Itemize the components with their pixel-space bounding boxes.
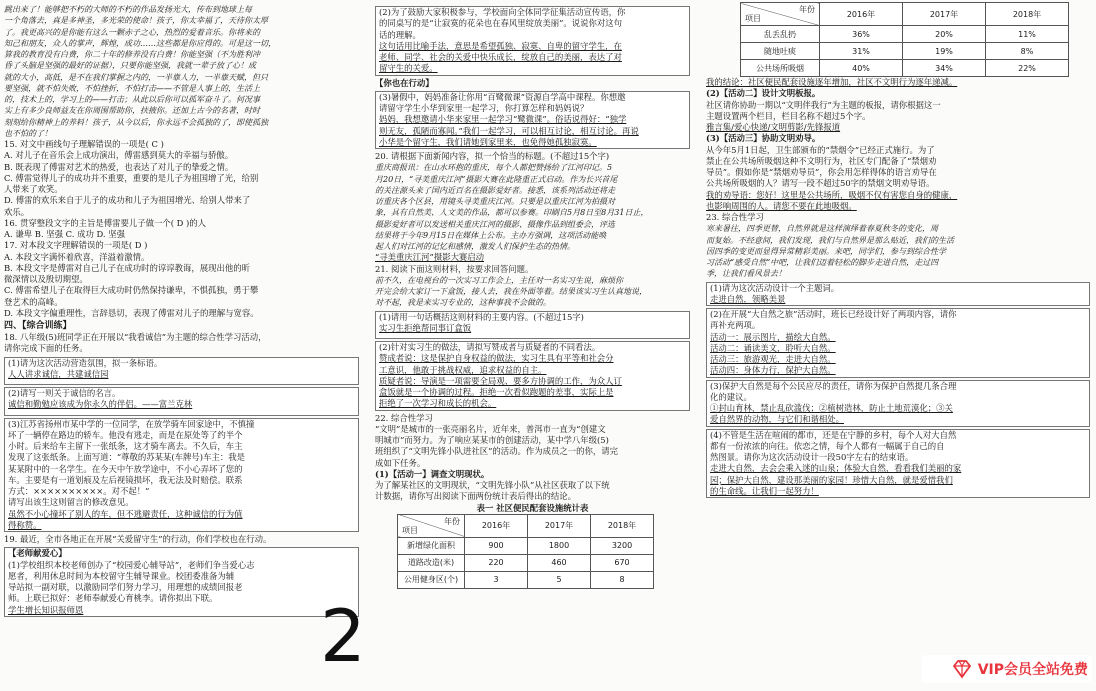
table-row (741, 60, 1069, 77)
answer-line: 爱自然界的动物，与它们和谐相处。 (710, 414, 844, 425)
table-cell: 20% (903, 26, 986, 43)
activity-2-desc: 社区请你协助一期以“文明伴我行”为主题的板报，请你根据这一 (706, 99, 941, 110)
question-23-part4: (4)不管是生活在喧闹的都市，还是在宁静的乡村，每个人对大自然 (710, 429, 957, 440)
material-line: 对不起，我是来实习专业的，这种事我不会做的。 (375, 298, 551, 308)
table-cell: 3 (465, 571, 528, 588)
answer-line: “寻美重庆江河”摄影大赛启动 (375, 252, 485, 263)
passage-line: 刻刻给你精神上的养料！孩子，从今以后，你永远不会孤独的了，即使孤独 (4, 117, 268, 127)
activity-3-desc: 导员”。假如你是“禁烟劝导员”，你会用怎样得体的语言劝导在 (706, 167, 937, 177)
question-18-part3: 某某附中的一名学生。在今天中午放学途中，不小心弄坏了您的 (8, 463, 243, 474)
passage-line: 算我的教育没有白费，你二十年的修养没有白费！你能坚强（不为胜利冲 (4, 50, 260, 59)
answer-line: 小华是个留守生，我们请她到家里来，也免得她孤独寂寞。 (379, 136, 597, 147)
intro-line: 因四季的变更而显得异常精彩美丽。来吧，同学们，参与到综合性学 (706, 246, 946, 256)
answer-line: 活动四：身体力行，保护大自然。 (710, 365, 836, 376)
answer-box (4, 547, 359, 617)
question-17-option: B. 本段文字是傅雷对自己儿子在成功时的谆谆教诲，展现出他的昕 (4, 262, 250, 273)
answer-line: 人人讲求诚信，共建诚信园 (8, 368, 109, 379)
table-year-header: 2018年 (986, 3, 1069, 26)
question-16-options: A. 谦卑 B. 坚强 C. 成功 D. 坚强 (4, 229, 126, 239)
material-line: 前不久，在电视台的一次实习工作会上，主任对一名实习生说，麻烦你 (375, 275, 623, 285)
question-line: 请留守学生小华到家里一起学习，你打算怎样和妈妈说？ (379, 103, 589, 113)
news-line: 月20日，“寻美重庆江河”摄影大赛在此隆重正式启动。作为长兴首尾 (375, 174, 618, 184)
passage-line: 跳出来了！能够把不朽的大师的不朽的作品发扬光大，传布到地球上每 (4, 5, 252, 14)
activity-3-desc: 从今年5月1日起，卫生部颁布的“禁烟令”已经正式施行。为了 (706, 144, 935, 155)
answer-box (375, 311, 690, 340)
col2-table1 (397, 514, 654, 589)
question-22-stem: 22. 综合性学习 (375, 412, 433, 423)
intro-line: 寒来暑往，四季更替，自然界就是这样演绎着春夏秋冬的变化，周 (706, 224, 938, 234)
table-row (741, 43, 1069, 60)
column-middle (367, 0, 696, 691)
vip-watermark[interactable] (922, 655, 1092, 683)
question-17-option: D. 本段文字偏重理性，言辞恳切，表现了傅雷对儿子的理解与宽容。 (4, 307, 259, 318)
table-row-item: 道路改造(米) (398, 554, 465, 571)
question-22-line: 班组织了“文明先锋小队进社区”的活动。作为成员之一的你，请完 (375, 446, 619, 457)
question-23-part2: 再补充两项。 (710, 320, 761, 331)
answer-line: 质疑者说：导演是一项需要全局观、要多方协调的工作，为众人订 (379, 375, 622, 386)
table-row-item: 乱丢乱扔 (741, 26, 820, 43)
answer-line: 则无友，孤陋而寡闻。”我们一起学习，可以相互讨论，相互讨论。再说 (379, 125, 639, 136)
passage-line: 一个角落去，真是多神圣，多光荣的使命！孩子，你太幸福了，天待你太厚 (4, 16, 268, 26)
answer-line: 这句话用比喻手法，意思是希望孤独、寂寞、自卑的留守学生，在 (379, 40, 622, 51)
table-corner-top: 年份 (799, 5, 815, 14)
table-caption: 表一 社区便民配套设施统计表 (476, 502, 589, 513)
answer-line: 盒饭就是一个协调的过程。拒绝一次看似跑题的差事，实际上是 (379, 387, 614, 397)
question-18-part3: 坏了一辆停在路边的轿车。他没有逃走，而是在原处等了约半个 (8, 429, 243, 440)
table-row (398, 537, 654, 554)
question-18-stem: 18. 八年级(5)班同学正在开展以“我看诚信”为主题的综合性学习活动， (4, 332, 267, 342)
activity-3-desc: 禁止在公共场所吸烟这种不文明行为，社区专门配备了“禁烟劝 (706, 155, 937, 166)
answer-line: 雅言集/爱心快递/文明剪影/先锋报道 (706, 122, 841, 132)
column-left (0, 0, 365, 691)
activity-1: (1)【活动一】调查文明现状。 (375, 468, 490, 479)
answer-line: 学生增长知识报师恩 (8, 604, 84, 615)
table-cell: 220 (465, 554, 528, 571)
question-22-line: 明城市”而努力。为了响应某某市的创建活动，某中学八年级(5) (375, 435, 609, 445)
table-cell: 22% (986, 60, 1069, 77)
question-21-part2: (2)针对实习生的做法，请拟写赞成者与质疑者的不同看法。 (379, 342, 601, 352)
question-18-part3: 车。主要是有一道划痕及左后视镜损坏，我无法及时赔偿。联系 (8, 474, 243, 485)
activity-3-desc: 公共场所吸烟的人？请写一段不超过50字的禁烟文明劝导语。 (706, 178, 935, 189)
answer-box (4, 387, 359, 416)
table-cell: 8 (591, 571, 654, 588)
passage-line: 就的大小，高低，是不在我们掌握之内的，一半靠人力，一半靠天赋，但只 (4, 72, 268, 82)
activity-2: (2)【活动二】设计文明板报。 (706, 88, 821, 99)
answer-box (706, 380, 1090, 427)
answer-line: 的生命线。让我们一起努力！ (710, 485, 819, 496)
answer-line: 走进大自然，去会会乘入迷的山泉；体验大自然，看看我们美丽的家 (710, 463, 962, 474)
conclusion-line: 我的结论：社区便民配套设施逐年增加，社区不文明行为逐年递减。 (706, 77, 958, 87)
passage-line: 实上有多少良师益友在你周围帮助你，扶掖你。还加上古今的名著，时时 (4, 106, 260, 116)
table-cell: 11% (986, 26, 1069, 43)
question-15-stem: 15. 对文中画线句子理解错误的一项是( C ) (4, 139, 164, 149)
answer-box (706, 429, 1090, 499)
question-19-subheading: 【老师献爱心】 (8, 548, 67, 559)
answer-line: 拒绝了一次学习和成长的机会。 (379, 398, 497, 409)
question-23-part3: (3)保护大自然是每个公民应尽的责任，请你为保护自然提几条合理 (710, 380, 957, 391)
question-17-stem: 17. 对本段文字理解错误的一项是( D ) (4, 240, 148, 251)
table-corner-bottom: 项目 (402, 525, 418, 535)
col3-table2 (740, 2, 1069, 77)
spacer (8, 380, 355, 384)
table-cell: 34% (903, 60, 986, 77)
intro-line: 习活动“感受自然”中吧，让我们迈着轻松的脚步走进自然，走过四 (706, 258, 939, 267)
activity-1-desc: 为了解某社区的文明现状，“文明先锋小队”从社区获取了以下统 (375, 480, 610, 490)
question-22-line: “文明”是城市的一张亮丽名片，近年来，普洱市一直为“创建文 (375, 423, 606, 434)
question-17-option: A. 本段文字满怀着欣喜，洋溢着激情。 (4, 251, 150, 262)
answer-line: 留守生的关爱。 (379, 63, 438, 74)
answer-line: 妈妈，我想邀请小华来家里一起学习“鹭微课”。俗话说得好：“独学 (379, 114, 627, 125)
question-18-part3: 请写出该生这则留言的修改意见。 (8, 497, 134, 508)
question-18-part3: 小时。后来给车主留下一张纸条，这才骑车离去。不久后，车主 (8, 441, 243, 451)
question-15-option: 欢乐。 (4, 206, 30, 217)
table-cell: 40% (820, 60, 903, 77)
question-line: (3)暑假中，妈妈准备让你用“百鹭微课”资源自学高中课程。你想邀 (379, 91, 626, 102)
question-19-line: 导站拟一副对联，以激励同学们努力学习，用理想的成绩回报老 (8, 582, 243, 592)
answer-box (375, 341, 690, 411)
table-year-header: 2017年 (528, 514, 591, 537)
spacer (8, 411, 355, 415)
answer-line: 诚信和勤勉应该成为你永久的伴侣。——富兰克林 (8, 399, 193, 410)
question-23-stem: 23. 综合性学习 (706, 212, 764, 222)
table-corner-cell (741, 3, 820, 26)
table-year-header: 2017年 (903, 3, 986, 26)
activity-3: (3)【活动三】协助文明劝导。 (706, 133, 821, 144)
answer-line: 走进自然，领略美景 (710, 293, 786, 304)
table-corner-bottom: 项目 (745, 14, 761, 23)
table-row-item: 公用健身区(个) (398, 571, 465, 588)
passage-line: 也不怕的了！ (4, 128, 52, 138)
table-cell: 900 (465, 537, 528, 554)
question-23-part1: (1)请为这次活动设计一个主题词。 (710, 282, 840, 293)
answer-line: 工意识，他敢于挑战权威，追求权益的自主。 (379, 364, 547, 375)
question-15-option: A. 对儿子在音乐会上成功演出，傅雷感到莫大的幸福与骄傲。 (4, 150, 234, 161)
table-year-header: 2018年 (591, 514, 654, 537)
answer-line: 活动二：诵读美文，聆听大自然。 (710, 342, 836, 353)
answer-line: 园；保护大自然，建设那美丽的家园！珍惜大自然，就是爱惜我们 (710, 474, 953, 485)
question-17-option: C. 傅雷希望儿子在取得巨大成功时仍然保持谦卑，不惧孤独，勇于攀 (4, 285, 259, 296)
answer-box (4, 418, 359, 533)
table-row (398, 571, 654, 588)
table-cell: 8% (986, 43, 1069, 60)
column-right (700, 0, 1096, 691)
news-line: 结果将于今年9月15日在媒体上公布。主办方强调，这项活动能唤 (375, 230, 607, 240)
table-cell: 3200 (591, 537, 654, 554)
question-15-option: C. 傅雷觉得儿子的成功并不重要，重要的是儿子为祖国增了光，给别 (4, 172, 259, 183)
table-cell: 670 (591, 554, 654, 571)
intro-line: 而复始。不经意间，我们发现，我们与自然界是那么贴近，我们的生活 (706, 235, 954, 245)
table-cell: 36% (820, 26, 903, 43)
question-21-part1: (1)请用一句话概括这则材料的主要内容。(不超过15字) (379, 311, 584, 322)
section-heading: 四、【综合训练】 (4, 321, 72, 331)
question-16-stem: 16. 贯穿整段文字的主旨是傅雷要儿子做一个( D )的人 (4, 217, 207, 228)
table-year-header: 2016年 (465, 514, 528, 537)
answer-line: 老师、同学、社会的关爱中快乐成长，绽放自己的美丽，表达了对 (379, 52, 622, 62)
table-cell: 1800 (528, 537, 591, 554)
news-line: 的关注源头来了国内近百名在摄影爱好者。接悉，该系列活动还将走 (375, 185, 615, 195)
question-18-part2: (2)请写一则关于诚信的名言。 (8, 388, 121, 398)
question-15-option: B. 既表现了傅雷对艺术的热爱，也表达了对儿子的挚爱之情。 (4, 161, 234, 172)
question-18-part3: 方式：××××××××××。对不起！” (8, 486, 150, 496)
answer-line: 得称赞。 (8, 519, 42, 530)
news-line: 起人们对江河的记忆和感情，激发人们保护生态的热情。 (375, 242, 575, 251)
table-row-item: 随地吐痰 (741, 43, 820, 60)
activity-1-desc: 计数据，请你写出阅读下面两份统计表后得出的结论。 (375, 491, 576, 502)
answer-box (4, 357, 359, 386)
answer-line: 活动一：展示图片，描绘大自然。 (710, 331, 836, 342)
passage-line: 知己和朋友，众人的掌声，辉煌，成功……这些都是你应得的。可是这一切， (4, 38, 276, 48)
spacer (379, 334, 686, 338)
question-15-option: D. 傅雷的欢乐来自于儿子的成功和儿子为祖国增光、给别人带来了 (4, 195, 251, 206)
question-19-line: (1)学校组织本校老师创办了“校园爱心辅导站”，老师们争当爱心志 (8, 559, 255, 570)
table-cell: 31% (820, 43, 903, 60)
answer-line: 也影响周围的人。请您不要在此地吸烟。 (706, 200, 857, 211)
answer-box (706, 282, 1090, 307)
intro-line: 季，让我们看风景去！ (706, 269, 786, 279)
question-18-part3: 发现了这张纸条。上面写道：“尊敬的苏某某(车牌号)车主：我是 (8, 452, 245, 463)
question-22-line: 成如下任务。 (375, 457, 426, 468)
table-cell: 5 (528, 571, 591, 588)
activity-2-desc: 主题设置两个栏目，栏目名称不超过5个字。 (706, 110, 871, 121)
answer-line: 我的劝导语：您好！这里是公共场所，吸烟不仅有害您自身的健康， (706, 189, 958, 200)
table-row-item: 新增绿化面积 (398, 537, 465, 554)
news-line: 访重庆各个区县，用镜头寻美重庆江河。只要是以重庆江河为拍摄对 (375, 197, 615, 206)
table-row-item: 公共场所吸烟 (741, 60, 820, 77)
question-23-part3: 化的建议。 (710, 391, 752, 402)
table-cell: 460 (528, 554, 591, 571)
passage-line: 了。我更高兴的是你能有这么一颗赤子之心，热烈的爱着音乐。你将来的 (4, 27, 260, 37)
page-number: 2 (320, 594, 366, 678)
answer-box (706, 308, 1090, 378)
answer-box (375, 91, 690, 149)
question-23-part4: 都有一份浓浓的向往。依恋之情，每个人都有一幅属于自己的自 (710, 440, 945, 451)
table-year-header: 2016年 (820, 3, 903, 26)
question-line: 的同桌写的是“让寂寞的花朵也在春风里绽放美丽”。说说你对这句 (379, 18, 623, 29)
question-15-option: 人带来了欢笑。 (4, 184, 63, 194)
answer-line: ①封山育林，禁止乱砍滥伐；②植树造林，防止土地荒漠化；③关 (710, 403, 953, 413)
news-line: 重庆商报讯：在山水环抱的重庆，每个人都把赞扬给了江河印记。5 (375, 163, 613, 173)
vip-watermark-text: VIP会员全站免费 (977, 662, 1088, 678)
passage-line: 的，技术上的，学习上的——打击；从此以后你可以孤军奋斗了。何况事 (4, 95, 260, 104)
news-line: 象，具有自然美、人文美的作品，都可以参赛。印刷自5月8日至8月31日止， (375, 208, 649, 218)
question-19-line: 师。上联已拟好：老师奉献爱心育桃李。请你拟出下联。 (8, 593, 218, 604)
question-17-option: 微深情以及殷切期望。 (4, 274, 88, 284)
table-corner-cell (398, 514, 465, 537)
question-18-stem: 请你完成下面的任务。 (4, 343, 88, 354)
activity-heading: 【你也在行动】 (375, 77, 434, 88)
question-23-part4: 然图景。请你为这次活动设计一段50字左右的结束语。 (710, 452, 914, 462)
question-19-line: 愿者，利用休息时间为本校留守生辅导课业。校团委准备为辅 (8, 570, 235, 581)
passage-line: 昏了头脑是坚强的最好的证据），只要你能坚强，我就一辈子放了心！成 (4, 61, 256, 71)
table-cell: 19% (903, 43, 986, 60)
question-17-option: 登艺术的高峰。 (4, 296, 63, 307)
question-18-part1: (1)请为这次活动营造氛围，拟一条标语。 (8, 357, 163, 368)
answer-line: 活动三：旅游观光，走进大自然。 (710, 354, 836, 364)
answer-line: 实习生拒绝帮同事订盒饭 (379, 322, 472, 333)
question-20-stem: 20. 请根据下面新闻内容，拟一个恰当的标题。(不超过15个字) (375, 151, 610, 161)
question-23-part2: (2)在开展“大自然之旅”活动时，班长已经设计好了两项内容，请你 (710, 309, 957, 319)
question-18-part3: (3)江苏省扬州市某中学的一位同学，在放学骑车回家途中，不慎撞 (8, 418, 255, 429)
diamond-icon (950, 657, 974, 681)
table-corner-top: 年份 (444, 516, 460, 526)
question-21-stem: 21. 阅读下面这则材料，按要求回答问题。 (375, 263, 534, 274)
table-row (398, 554, 654, 571)
passage-line: 要坚强，就不怕失败，不怕挫折，不怕打击——不管是人事上的，生活上 (4, 83, 260, 93)
answer-box (375, 6, 690, 76)
question-line: 话的理解。 (379, 29, 421, 40)
answer-line: 虽然不小心撞坏了别人的车，但不逃避责任，这种诚信的行为值 (8, 508, 243, 519)
material-line: 开完会给大家订一下盒饭，接人去，我在外面等着。结果该实习生认真地说， (375, 287, 647, 296)
table-row (741, 26, 1069, 43)
answer-line: 赞成者说：这是保护自身权益的做法，实习生具有平等和社会分 (379, 353, 614, 364)
question-line: (2)为了鼓励大家积极参与，学校面向全体同学征集活动宣传语，你 (379, 7, 626, 17)
question-19-stem: 19. 最近，全市各地正在开展“关爱留守生”的行动，你们学校也在行动。 (4, 534, 272, 544)
news-line: 摄影爱好者可以发送相关重庆江河的摄影、摄像作品到组委会，评选 (375, 219, 615, 229)
